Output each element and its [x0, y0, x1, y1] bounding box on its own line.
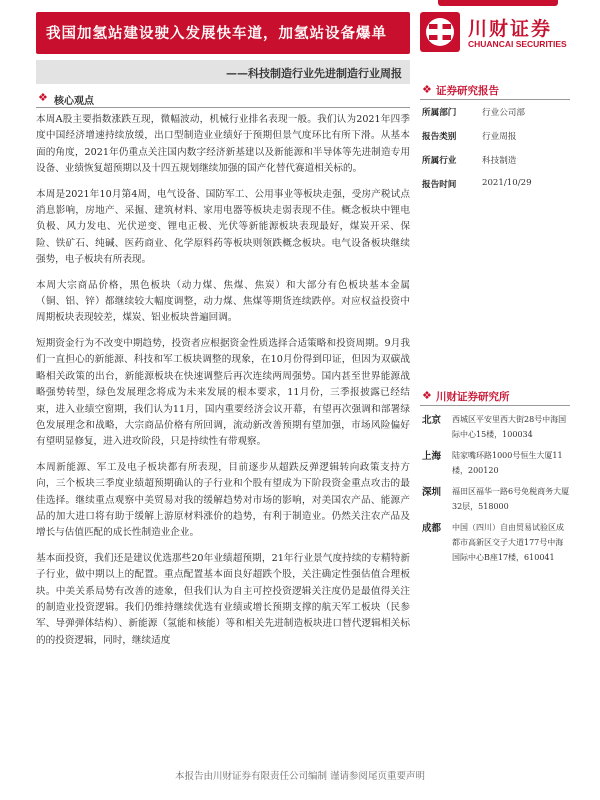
info-row-date — [420, 172, 570, 196]
institute-heading — [420, 388, 570, 406]
info-key: 所属行业 — [422, 156, 457, 166]
info-row-category — [420, 124, 570, 148]
info-value: 科技制造 — [482, 156, 517, 166]
info-key: 报告时间 — [422, 180, 457, 190]
address-shanghai — [420, 448, 570, 478]
subtitle-bar — [36, 60, 410, 84]
address-text: 福田区福华一路6号免税商务大厦32层，518000 — [452, 487, 570, 511]
city-name: 深圳 — [422, 487, 442, 498]
company-name-cn: 川财证券 — [468, 18, 553, 40]
institute-label: 川财证券研究所 — [436, 391, 510, 403]
top-strip — [0, 0, 600, 6]
report-subtitle: ——科技制造行业先进制造行业周报 — [226, 67, 402, 80]
info-key: 报告类别 — [422, 132, 457, 142]
info-value: 行业公司部 — [482, 108, 525, 118]
city-name: 成都 — [422, 523, 442, 534]
city-name: 北京 — [422, 415, 442, 426]
address-beijing — [420, 412, 570, 442]
info-value: 2021/10/29 — [482, 178, 532, 188]
address-text: 陆家嘴环路1000号恒生大厦11楼，200120 — [452, 451, 563, 475]
paragraph: 本周新能源、军工及电子板块都有所表现，目前逐步从超跌反弹逻辑转向政策支持方向，三个板块三季度业绩超预期确认的子行业和个股有望成为下阶段资金重点攻击的最佳选择。继续重点观察中美贸易对我的缓解趋势对市场的影响，对美国农产品、能源产品的加大进口将有助于缓解上游原材料涨价的趋势，有利于制造业。仍然关注农产品及增长与估值匹配的成长性制造业企业。 — [36, 461, 410, 539]
footer-disclaimer: 本报告由川财证券有限责任公司编制 谨请参阅尾页重要声明 — [174, 771, 426, 782]
report-info-panel — [420, 82, 570, 196]
city-name: 上海 — [422, 451, 442, 462]
report-title: 我国加氢站建设驶入发展快车道，加氢站设备爆单 — [46, 25, 387, 42]
diamond-icon: ❖ — [38, 91, 48, 104]
diamond-icon: ❖ — [422, 83, 432, 96]
institute-panel — [420, 388, 570, 565]
address-chengdu — [420, 520, 570, 565]
chuancai-logo-icon — [420, 12, 460, 52]
address-text: 中国（四川）自由贸易试验区成都市高新区交子大道177号中海国际中心B座17楼，610041 — [452, 523, 564, 562]
info-row-department — [420, 100, 570, 124]
address-text: 西城区平安里西大街28号中海国际中心15楼，100034 — [452, 415, 567, 439]
main-content — [36, 112, 410, 658]
paragraph: 基本面投资，我们还是建议优选那些20年业绩超预期，21年行业景气度持续的专精特新子行业，做中期以上的配置。重点配置基本面良好超跌个股，关注确定性强估值合理板块。中美关系局势有改善的迹象，但我们认为自主可控投资逻辑关注度仍是最值得关注的制造业投资逻辑。我们仍维持继续优选有业绩或增长预期支撑的航天军工板块（民参军、导弹弹体结构）、新能源（氢能和核能）等和相关先进制造板块进口替代逻辑相关标的的投资逻辑，同时，继续适度 — [36, 552, 410, 646]
core-view-heading — [36, 92, 410, 108]
report-info-label: 证券研究报告 — [436, 85, 499, 97]
top-report-tag — [438, 0, 558, 6]
report-info-heading — [420, 82, 570, 100]
paragraph: 本周大宗商品价格，黑色板块（动力煤、焦煤、焦炭）和大部分有色板块基本金属（铜、铝、锌）都继续较大幅度调整，动力煤、焦煤等期货连续跌停。对应权益投资中周期板块表现较差，煤炭、铝业板块普遍回调。 — [36, 279, 410, 324]
company-name-en: CHUANCAI SECURITIES — [468, 39, 567, 49]
paragraph: 短期资金行为不改变中期趋势，投资者应根据资金性质选择合适策略和投资周期。9月我们一直担心的新能源、科技和军工板块调整的现象，在10月份得到印证，但因为双碳战略相关政策的出台，新能源板块在快速调整后再次连续两周强势。国内甚至世界能源战略强势转型，绿色发展理念将成为未来发展的根本要求，11月份，三季报披露已经结束，进入业绩空窗期，我们认为11月，国内重要经济会议开幕，有望再次强调和部署绿色发展理念和战略，大宗商品价格有所回调，流动新改善预期有望加强，市场风险偏好有望明显修复，进入进攻阶段，只是持续性有带观察。 — [36, 337, 410, 448]
address-shenzhen — [420, 484, 570, 514]
company-logo — [420, 12, 570, 52]
paragraph: 本周是2021年10月第4周，电气设备、国防军工、公用事业等板块走强，受房产税试点消息影响，房地产、采掘、建筑材料、家用电器等板块走弱表现不佳。概念板块中锂电负极、风力发电、光伏逆变、锂电正极、光伏等新能源板块表现最好，煤炭开采、保险、铁矿石、纯碱、医药商业、化学原料药等板块则领跌概念板块。电气设备板块继续强势，电子板块有所表现。 — [36, 188, 410, 266]
diamond-icon: ❖ — [422, 389, 432, 402]
paragraph: 本周A股主要指数涨跌互现，微幅波动，机械行业排名表现一般。我们认为2021年四季度中国经济增速持续放缓，出口型制造业业绩好于预期但景气度环比有所下滑。从基本面的角度，2021年仍重点关注国内数字经济新基建以及新能源和半导体等先进制造专用设备、业绩恢复超预期以及十四五规划继续加强的国产化替代赛道相关标的。 — [36, 114, 410, 175]
core-view-label: 核心观点 — [54, 96, 94, 107]
info-value: 行业周报 — [482, 132, 517, 142]
info-row-industry — [420, 148, 570, 172]
info-key: 所属部门 — [422, 108, 457, 118]
title-banner — [36, 12, 410, 54]
